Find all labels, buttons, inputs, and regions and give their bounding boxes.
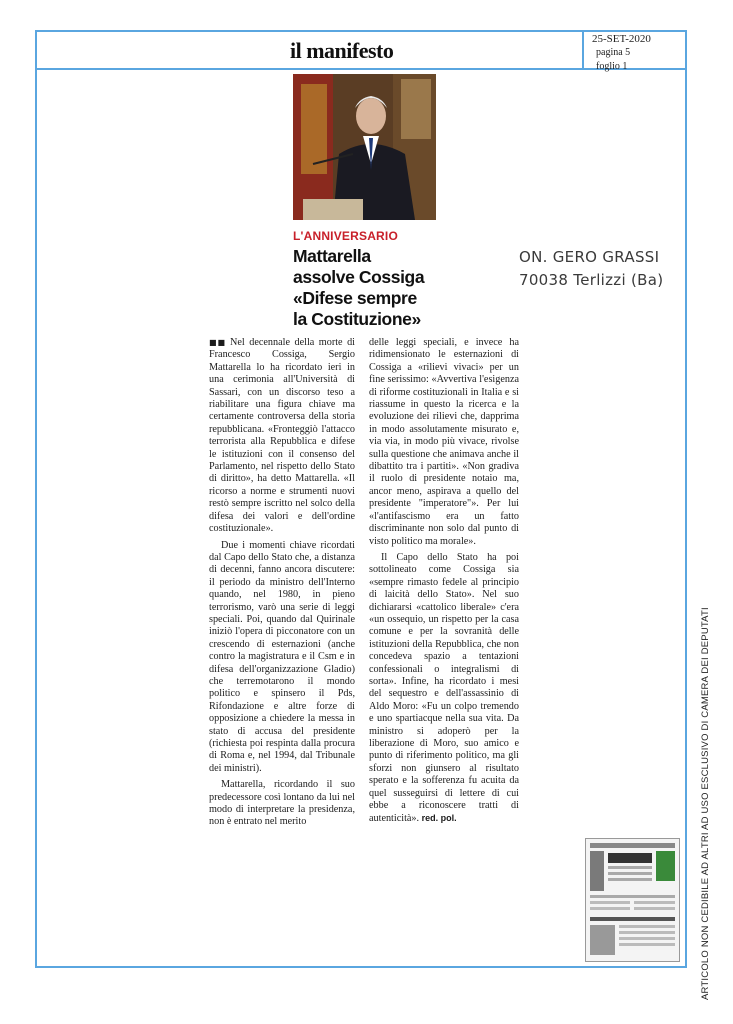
article-headline: [293, 246, 463, 330]
page-thumbnail-illustration: [586, 839, 679, 961]
masthead: il manifesto: [290, 38, 394, 63]
paragraph: delle leggi speciali, e invece ha ridimensionato le esternazioni di Cossiga a «rilievi vivaci» per un fine serissimo: «Avvertiva l'esigenza di riforme costituzionali in Italia e si riassume in questo la ricerca e la evoluzione dei rilievi che, dapprima in modo assolutamente misurato e, via via, in modo più vivace, rivolse sulla questione che animava anche il dibattito tra i partiti». «Non gradiva il ruolo di presidente notaio ma, ancor meno, aspirava a quello del presidente "imperatore"». Per lui «l'antifascismo era un fatto discriminante non solo dal punto di visto politico ma morale».: [369, 337, 519, 547]
article-kicker: L'ANNIVERSARIO: [293, 229, 398, 243]
article-column-1: [209, 337, 355, 833]
paragraph-marker-icon: ■■: [209, 338, 227, 347]
headline-line: Mattarella: [293, 246, 371, 266]
author-signature: red. pol.: [421, 813, 457, 824]
stamp-name: ON. GERO GRASSI: [519, 248, 660, 266]
article-column-2: [369, 337, 519, 830]
clipping-sheet: foglio 1: [596, 61, 628, 72]
headline-line: la Costituzione»: [293, 309, 421, 329]
stamp-address: 70038 Terlizzi (Ba): [519, 271, 664, 289]
deputy-stamp: [519, 246, 663, 292]
copyright-notice: ARTICOLO NON CEDIBILE AD ALTRI AD USO ESCLUSIVO DI CAMERA DEI DEPUTATI: [700, 607, 711, 1000]
paragraph: ■■ Nel decennale della morte di Francesco Cossiga, Sergio Mattarella lo ha ricordato ieri in una cerimonia all'Università di Sassari, con un discorso teso a riabilitare una figura chiave ma certamente controversa della storia repubblicana. «Fronteggiò l'attacco terrorista alla Repubblica e difese le istituzioni con il consenso del Parlamento, nel rispetto dello Stato di diritto», ha detto Mattarella. «Il ricorso a norme e strumenti nuovi restò sempre iscritto nel solco della difesa dei valori e dell'ordine costituzionale».: [209, 337, 355, 535]
headline-line: assolve Cossiga: [293, 267, 425, 287]
article-photo: [293, 74, 436, 220]
headline-line: «Difese sempre: [293, 288, 417, 308]
paragraph: Due i momenti chiave ricordati dal Capo dello Stato che, a distanza di decenni, fanno ancora discutere: il periodo da ministro dell'Interno quando, nel 1980, in pieno terrorismo, varò una serie di leggi speciali. Poi, quando dal Quirinale iniziò l'opera di picconatore con un crescendo di esternazioni (anche contro la magistratura e il Csm e in difesa dell'organizzazione Gladio) che terremotarono il mondo politico e spinsero il Pds, Rifondazione e altre forze di opposizione a chiedere la messa in stato di accusa del presidente (richiesta poi respinta dalla procura di Roma e, nel 1994, dal Tribunale dei ministri).: [209, 539, 355, 774]
paragraph: Mattarella, ricordando il suo predecessore così lontano da lui nel modo di interpretare la presidenza, non è entrato nel merito: [209, 779, 355, 828]
paragraph: Il Capo dello Stato ha poi sottolineato come Cossiga sia «sempre rimasto fedele al principio di laicità dello Stato». Nel suo dichiararsi «cattolico liberale» c'era «un ossequio, un rispetto per la casa comune e per la sovranità delle istituzioni della Repubblica, che non concedeva spazio a tentazioni confessionali o integralismi di sorta». Infine, ha ricordato i mesi del sequestro e dell'assassinio di Aldo Moro: «Fu un colpo tremendo e uno spartiacque nella sua vita. Da ministro si adoperò per la liberazione di Moro, suo amico e punto di riferimento politico, ma gli sforzi non giunsero al risultato sperato e la sofferenza fu acuita da quel susseguirsi di lettere di cui ebbe a riconoscere tratti di autenticità». red. pol.: [369, 551, 519, 825]
clipping-date: 25-SET-2020: [592, 33, 651, 45]
clipping-page: pagina 5: [596, 47, 631, 58]
speaker-photo-illustration: [293, 74, 436, 220]
page-thumbnail: [585, 838, 680, 962]
